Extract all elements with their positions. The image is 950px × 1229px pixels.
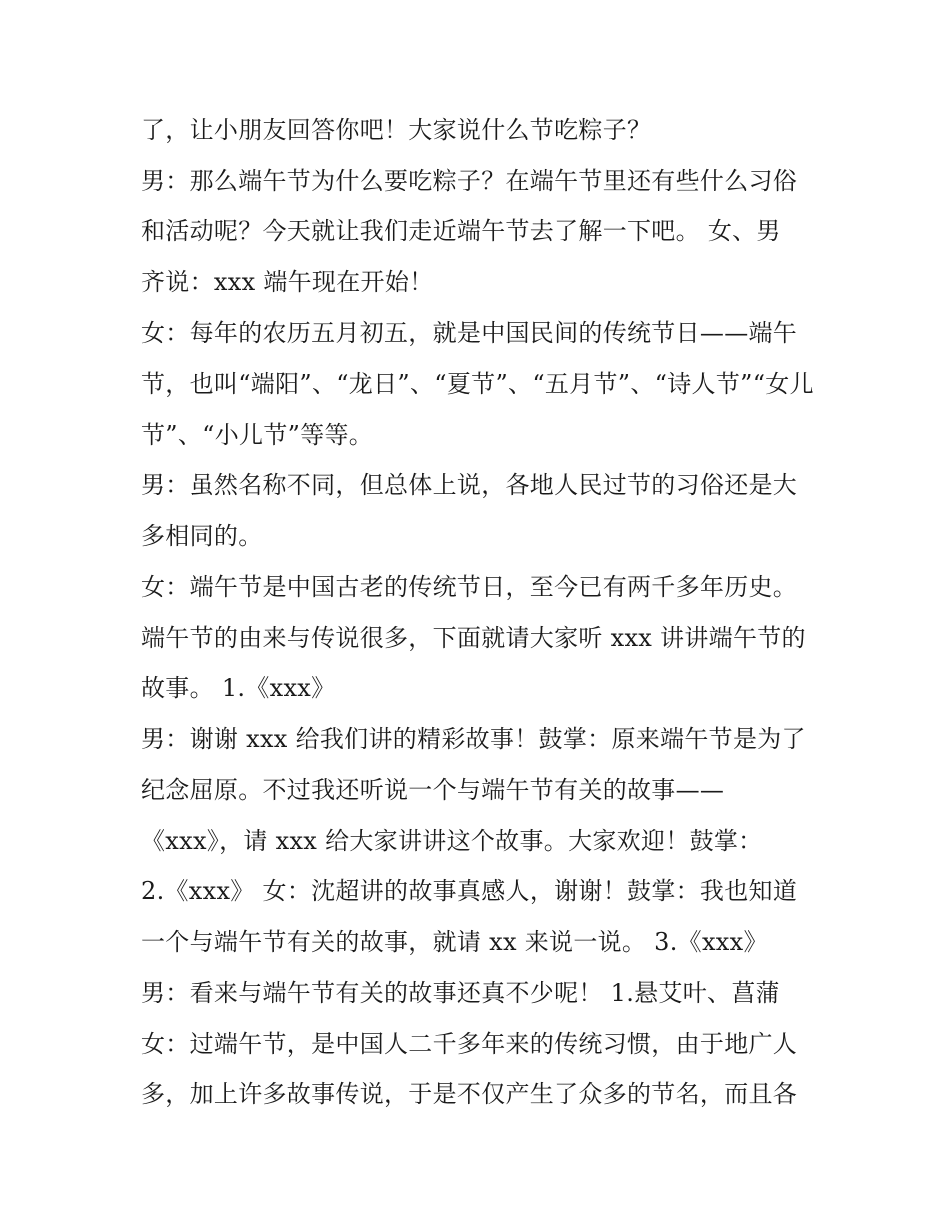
- text-line: 男：看来与端午节有关的故事还真不少呢！ 1.悬艾叶、菖蒲: [141, 979, 780, 1007]
- text-line: 一个与端午节有关的故事，就请 xx 来说一说。 3.《xxx》: [141, 928, 768, 956]
- text-line: 男：虽然名称不同，但总体上说，各地人民过节的习俗还是大: [141, 471, 798, 499]
- text-line: 和活动呢？今天就让我们走近端午节去了解一下吧。 女、男: [141, 217, 781, 245]
- text-line: 多相同的。: [141, 522, 263, 550]
- text-line: 节”、“小儿节”等等。: [141, 421, 374, 449]
- text-line: 齐说：xxx 端午现在开始！: [141, 268, 434, 296]
- text-line: 多，加上许多故事传说，于是不仅产生了众多的节名，而且各: [141, 1080, 798, 1108]
- text-line: 《xxx》，请 xxx 给大家讲讲这个故事。大家欢迎！鼓掌：: [141, 827, 763, 855]
- text-line: 女：每年的农历五月初五，就是中国民间的传统节日——端午: [141, 319, 798, 347]
- text-line: 故事。 1.《xxx》: [141, 674, 336, 702]
- text-line: 女：端午节是中国古老的传统节日，至今已有两千多年历史。: [141, 573, 798, 601]
- text-line: 纪念屈原。不过我还听说一个与端午节有关的故事——: [141, 776, 725, 804]
- text-line: 男：谢谢 xxx 给我们讲的精彩故事！鼓掌：原来端午节是为了: [141, 725, 806, 753]
- text-line: 2.《xxx》 女：沈超讲的故事真感人，谢谢！鼓掌：我也知道: [141, 877, 798, 905]
- text-line: 了，让小朋友回答你吧！大家说什么节吃粽子？: [141, 116, 652, 144]
- text-line: 端午节的由来与传说很多，下面就请大家听 xxx 讲讲端午节的: [141, 624, 806, 652]
- text-line: 男：那么端午节为什么要吃粽子？在端午节里还有些什么习俗: [141, 167, 798, 195]
- text-line: 女：过端午节，是中国人二千多年来的传统习惯，由于地广人: [141, 1030, 798, 1058]
- text-line: 节，也叫“端阳”、“龙日”、“夏节”、“五月节”、“诗人节”“女儿: [141, 370, 814, 398]
